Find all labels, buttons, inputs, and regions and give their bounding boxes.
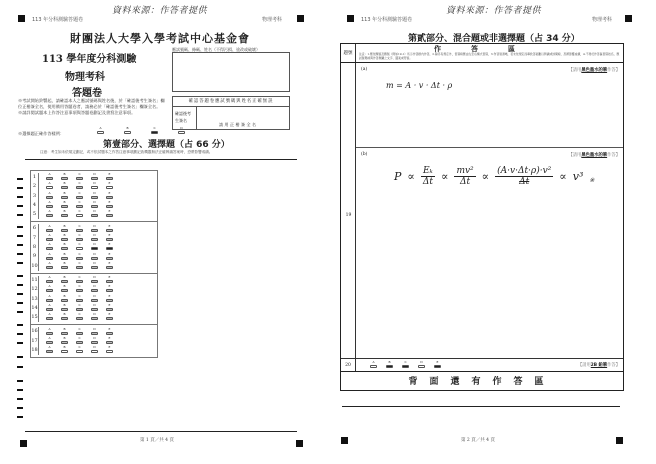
answer-bubble[interactable]: E [105, 253, 114, 262]
answer-bubble[interactable]: A [45, 313, 54, 322]
answer-bubble[interactable]: C [75, 210, 84, 219]
multiple-choice-grid [30, 170, 158, 358]
registration-mark-icon [296, 440, 303, 447]
answer-bubble[interactable]: C [75, 253, 84, 262]
question-group [31, 325, 157, 357]
answer-bubble[interactable]: B [60, 201, 69, 210]
answer-bubble[interactable]: D [90, 182, 99, 191]
answer-bubble[interactable]: C [75, 346, 84, 355]
registration-mark-icon [625, 15, 632, 22]
question-row [31, 262, 157, 271]
question-number: 1 [31, 173, 39, 182]
question-number: 16 [31, 327, 39, 336]
answer-bubble[interactable]: D [90, 210, 99, 219]
answer-bubble[interactable]: C [75, 225, 84, 234]
answer-bubble[interactable]: E [105, 192, 114, 201]
question-group [31, 222, 157, 273]
question-number: 6 [31, 224, 39, 233]
answer-bubble[interactable]: B [60, 210, 69, 219]
answer-bubble[interactable]: D [90, 313, 99, 322]
header-subject: 物理考科 [262, 17, 283, 23]
answer-bubble[interactable]: C [75, 243, 84, 252]
answer-bubble[interactable]: B [60, 262, 69, 271]
id-barcode-box [172, 52, 290, 92]
pen-instruction: 【請用黑色墨水的筆作答】 [568, 68, 620, 73]
part-label: (a) [361, 67, 368, 72]
answer-bubble[interactable]: A [45, 253, 54, 262]
answer-bubble[interactable]: C [75, 173, 84, 182]
signature-box-header: 確認答題卷應試號碼與姓名正確無誤 [173, 97, 289, 107]
sample-bubble: A [96, 127, 105, 136]
question-19 [341, 63, 623, 359]
answer-bubble[interactable]: E [105, 295, 114, 304]
answer-bubble[interactable]: B [60, 337, 69, 346]
answer-bubble[interactable]: C [75, 201, 84, 210]
answer-bubble[interactable]: E [105, 225, 114, 234]
pencil-instruction: 【請用2B 鉛筆作答】 [577, 363, 620, 368]
sample-bubble: B [123, 127, 132, 136]
answer-bubble[interactable]: A [45, 346, 54, 355]
question-number: 7 [31, 234, 39, 243]
handwritten-source-note: 資料來源：作答者提供 [112, 6, 208, 16]
question-number: 15 [31, 313, 39, 322]
answer-bubble[interactable]: E [105, 346, 114, 355]
answer-bubble[interactable]: E [105, 276, 114, 285]
answer-bubble[interactable]: D [90, 337, 99, 346]
answer-bubble[interactable]: E [105, 182, 114, 191]
header-exam-name: 113 年分科測驗答題卷 [32, 17, 84, 23]
question-number: 17 [31, 337, 39, 346]
section1-title: 第壹部分、選擇題（占 66 分） [103, 140, 230, 150]
header-exam-name: 113 年分科測驗答題卷 [361, 17, 413, 23]
answer-bubble[interactable]: D [90, 253, 99, 262]
answer-bubble[interactable]: B [60, 173, 69, 182]
note-item: ※考試開始鈴響起，請確認本人之應試號碼與姓名後，於「確認後考生簽名」欄位正楷簽全名，使用備用答題卷者，請務必於「確認後考生簽名」欄簽全名。 [18, 98, 165, 109]
registration-mark-icon [347, 15, 354, 22]
question-number: 20 [341, 359, 356, 371]
back-side-note: 背面還有作答區 [408, 377, 556, 387]
signature-field[interactable] [197, 107, 289, 130]
answer-bubble[interactable]: D [90, 295, 99, 304]
answer-bubble[interactable]: D [90, 285, 99, 294]
signature-box [172, 96, 290, 130]
question-number: 8 [31, 243, 39, 252]
registration-mark-icon [341, 437, 348, 444]
answer-bubble[interactable]: B [60, 253, 69, 262]
signature-hint: 請用正楷簽全名 [219, 122, 258, 127]
question-row [31, 210, 157, 219]
answer-bubble[interactable]: A [45, 173, 54, 182]
answer-bubble[interactable]: E [105, 201, 114, 210]
answer-bubble[interactable]: E [105, 173, 114, 182]
answer-bubble[interactable]: D [417, 361, 426, 370]
answer-bubble[interactable]: B [60, 295, 69, 304]
question-number: 5 [31, 210, 39, 219]
divider [342, 406, 620, 407]
handwritten-answer-19b: P ∝ $\frac{\text{Eₖ}}{\Delta t}$ ∝ $\frac{\text{mv²}}{\Delta t}$ ∝ $\frac{\text{(A·v·Δt·ρ)·v²}}{\Delta t}$ ∝ v³ ※ [394, 166, 595, 187]
answer-bubble[interactable]: A [45, 337, 54, 346]
registration-mark-icon [297, 15, 304, 22]
answer-bubble[interactable]: C [401, 361, 410, 370]
answer-bubble[interactable]: C [75, 234, 84, 243]
section1-note: 注意：考生如未依規定劃記，或不依試題本之作答注意事項劃記致機器無法正確辨識答案時，恐將影響成績。 [40, 150, 213, 154]
registration-mark-icon [20, 440, 27, 447]
answer-bubble[interactable]: C [75, 337, 84, 346]
answer-bubble[interactable]: C [75, 192, 84, 201]
answer-bubble[interactable]: A [45, 201, 54, 210]
registration-mark-icon [18, 15, 25, 22]
answer-bubble[interactable]: D [90, 276, 99, 285]
answer-bubble[interactable]: B [60, 243, 69, 252]
registration-mark-icon [616, 437, 623, 444]
question-row [31, 243, 157, 252]
sample-bubble: D [177, 127, 186, 136]
answer-bubble[interactable]: A [45, 295, 54, 304]
answer-bubble[interactable]: D [90, 234, 99, 243]
answer-bubble[interactable]: A [369, 361, 378, 370]
answer-bubble[interactable]: A [45, 234, 54, 243]
answer-box-19a[interactable] [356, 63, 623, 148]
answer-bubble[interactable]: A [45, 192, 54, 201]
answer-bubble[interactable]: D [90, 304, 99, 313]
answer-bubble[interactable]: C [75, 262, 84, 271]
answer-bubble[interactable]: E [105, 313, 114, 322]
answer-bubble[interactable]: B [60, 313, 69, 322]
answer-frame [340, 43, 624, 391]
question-number: 9 [31, 252, 39, 261]
q20-bubbles [356, 359, 578, 371]
answer-bubble[interactable]: A [45, 262, 54, 271]
answer-bubble[interactable]: E [433, 361, 442, 370]
section2-title: 第貳部分、混合題或非選擇題（占 34 分） [408, 34, 580, 44]
answer-bubble[interactable]: A [45, 285, 54, 294]
answer-bubble[interactable]: D [90, 201, 99, 210]
answer-bubble[interactable]: D [90, 173, 99, 182]
handwritten-answer-19a: m = A · v · Δt · ρ [386, 81, 453, 90]
answer-bubble[interactable]: A [45, 182, 54, 191]
answer-bubble[interactable]: D [90, 346, 99, 355]
question-number: 14 [31, 304, 39, 313]
answer-bubble[interactable]: E [105, 262, 114, 271]
answer-bubble[interactable]: B [60, 285, 69, 294]
answer-bubble[interactable]: C [75, 313, 84, 322]
answer-bubble[interactable]: D [90, 328, 99, 337]
sheet-title: 答題卷 [72, 88, 102, 99]
answer-bubble[interactable]: E [105, 285, 114, 294]
header-subject: 物理考科 [592, 17, 613, 23]
question-row [31, 346, 157, 355]
answer-sheet-page-2 [328, 0, 656, 464]
answer-bubble[interactable]: C [75, 295, 84, 304]
answer-bubble[interactable]: E [105, 304, 114, 313]
exam-notes [18, 98, 168, 116]
signature-label: 確認後考生簽名 [173, 107, 197, 130]
question-number: 11 [31, 276, 39, 285]
part-label: (b) [361, 152, 368, 157]
answer-bubble[interactable]: D [90, 262, 99, 271]
answer-bubble[interactable]: B [60, 328, 69, 337]
answer-bubble[interactable]: C [75, 276, 84, 285]
answer-bubble[interactable]: B [60, 234, 69, 243]
answer-bubble[interactable]: B [385, 361, 394, 370]
handwritten-source-note: 資料來源：作答者提供 [446, 6, 542, 16]
divider [25, 431, 297, 432]
answer-bubble[interactable]: A [45, 243, 54, 252]
question-number: 13 [31, 295, 39, 304]
id-box-label: 應試號碼、條碼、姓名（不得污損、塗改或破壞） [172, 47, 260, 52]
answer-bubble[interactable]: D [90, 225, 99, 234]
subject-title: 物理考科 [65, 72, 105, 83]
answer-bubble[interactable]: B [60, 304, 69, 313]
question-group [31, 171, 157, 222]
question-number: 10 [31, 262, 39, 271]
sample-bubble-filled: C [150, 127, 159, 136]
answer-area-title: 作答區 [434, 44, 545, 53]
question-20 [341, 359, 623, 372]
question-group [31, 274, 157, 325]
answer-bubble[interactable]: B [60, 192, 69, 201]
page-footer: 第 1 頁／共 4 頁 [140, 438, 174, 443]
answer-bubble[interactable]: C [75, 285, 84, 294]
answer-bubble[interactable]: B [60, 182, 69, 191]
answer-bubble[interactable]: B [60, 225, 69, 234]
answer-bubble[interactable]: D [90, 192, 99, 201]
answer-bubble[interactable]: D [90, 243, 99, 252]
question-row [31, 313, 157, 322]
answer-bubble[interactable]: E [105, 243, 114, 252]
exam-title: 113 學年度分科測驗 [42, 54, 137, 65]
question-number: 19 [345, 213, 352, 218]
answer-bubble[interactable]: C [75, 328, 84, 337]
answer-bubble[interactable]: C [75, 182, 84, 191]
qnum-header: 題號 [341, 44, 356, 62]
answer-bubble[interactable]: A [45, 210, 54, 219]
question-number: 12 [31, 285, 39, 294]
question-number: 2 [31, 182, 39, 191]
answer-bubble[interactable]: A [45, 304, 54, 313]
answer-bubble[interactable]: A [45, 328, 54, 337]
question-number: 18 [31, 346, 39, 355]
answer-bubble[interactable]: A [45, 276, 54, 285]
answer-bubble[interactable]: B [60, 346, 69, 355]
page-footer: 第 2 頁／共 4 頁 [461, 438, 495, 443]
answer-bubble[interactable]: A [45, 225, 54, 234]
answer-bubble[interactable]: B [60, 276, 69, 285]
answer-bubble[interactable]: E [105, 337, 114, 346]
answer-bubble[interactable]: C [75, 304, 84, 313]
sample-label: ※選擇題正確作答樣例： [18, 131, 65, 136]
answer-bubble[interactable]: E [105, 234, 114, 243]
answer-bubble[interactable]: E [105, 210, 114, 219]
answer-area-note: 注意：1.應依題號及題號（例如19-1）所示作答框內作答，2.除另有規定外，書寫時應由左至右橫式書寫，3.作答須清晰，若未依規定而導致答案難以辨識或評閱時，恐將影響成績，4.不得於作答區書寫姓名、應試號碼或與作答無關之文字、圖案或符號。 [359, 52, 620, 60]
question-number: 3 [31, 192, 39, 201]
pen-instruction: 【請用黑色墨水的筆作答】 [568, 153, 620, 158]
divider [25, 159, 297, 160]
org-title: 財團法人大學入學考試中心基金會 [70, 32, 250, 45]
note-item: ※請詳閱試題本上作答注意事項與答題卷劃記及書寫注意事項。 [18, 110, 136, 115]
answer-bubble[interactable]: E [105, 328, 114, 337]
answer-box-19b[interactable] [356, 148, 623, 359]
question-number: 4 [31, 201, 39, 210]
